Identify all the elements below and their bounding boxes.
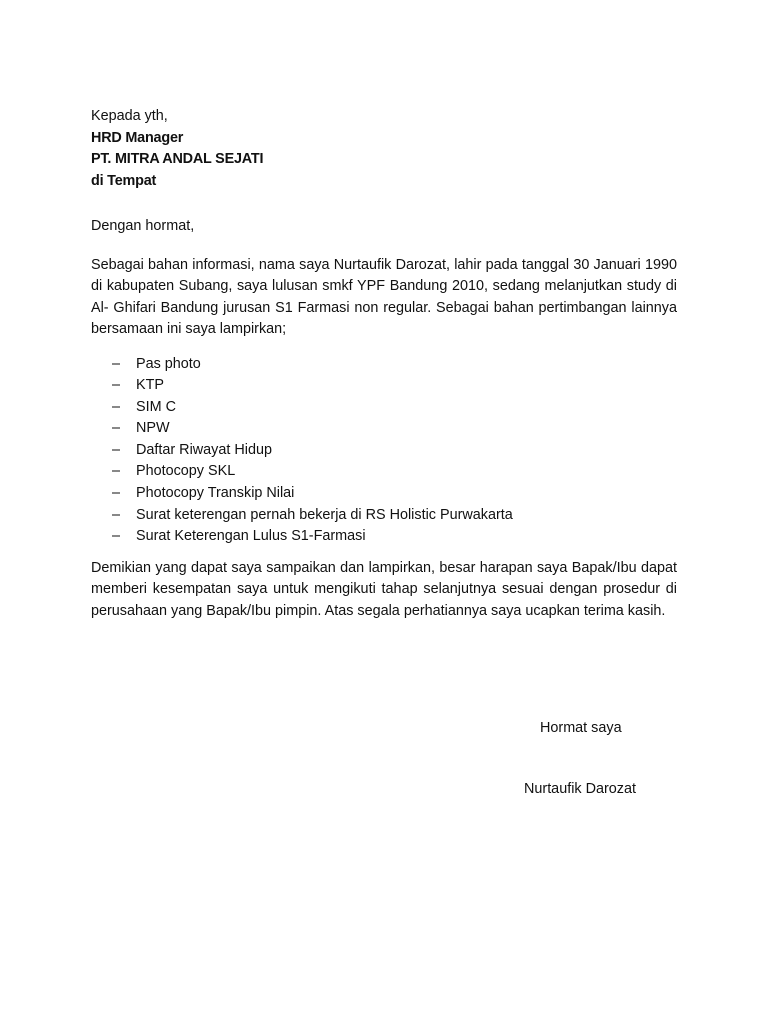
list-item-text: SIM C [136,398,176,415]
list-item [91,354,677,376]
bullet-dash: – [112,377,121,394]
attachment-list [91,354,677,548]
list-item-text: KTP [136,377,164,394]
bullet-dash: – [112,441,121,458]
bullet-dash: – [112,528,121,545]
intro-paragraph: Sebagai bahan informasi, nama saya Nurtaufik Darozat, lahir pada tanggal 30 Januari 1990 di kabupaten Subang, saya lulusan smkf YPF Bandung 2010, sedang melanjutkan study di Al- Ghifari Bandung jurusan S1 Farmasi non regular. Sebagai bahan pertimbangan lainnya bersamaan ini saya lampirkan; [91,256,677,337]
signer-name: Nurtaufik Darozat [524,781,636,797]
list-item-text: Photocopy SKL [136,463,236,480]
bullet-dash: – [112,463,121,480]
list-item [91,418,677,440]
list-item [91,526,677,548]
sign-off-closing: Hormat saya [540,720,622,736]
list-item [91,440,677,462]
bullet-dash: – [112,485,121,502]
list-item [91,483,677,505]
bullet-dash: – [112,420,121,437]
list-item [91,461,677,483]
list-item-text: Daftar Riwayat Hidup [136,441,272,458]
list-item [91,375,677,397]
list-item [91,397,677,419]
list-item-text: NPW [136,420,170,437]
list-item-text: Photocopy Transkip Nilai [136,485,295,502]
closing-paragraph: Demikian yang dapat saya sampaikan dan lampirkan, besar harapan saya Bapak/Ibu dapat memberi kesempatan saya untuk mengikuti tahap selanjutnya sesuai dengan prosedur di perusahaan yang Bapak/Ibu pimpin. Atas segala perhatiannya saya ucapkan terima kasih. [91,559,677,619]
recipient-company: PT. MITRA ANDAL SEJATI [91,151,264,167]
list-item-text: Surat Keterengan Lulus S1-Farmasi [136,528,366,545]
recipient-salutation: Kepada yth, [91,108,168,124]
bullet-dash: – [112,355,121,372]
greeting: Dengan hormat, [91,218,195,234]
letter-body [91,106,677,622]
list-item [91,505,677,527]
list-item-text: Surat keterengan pernah bekerja di RS Holistic Purwakarta [136,506,513,523]
recipient-place: di Tempat [91,172,157,189]
list-item-text: Pas photo [136,355,201,372]
recipient-position: HRD Manager [91,129,184,146]
bullet-dash: – [112,506,121,523]
bullet-dash: – [112,398,121,415]
